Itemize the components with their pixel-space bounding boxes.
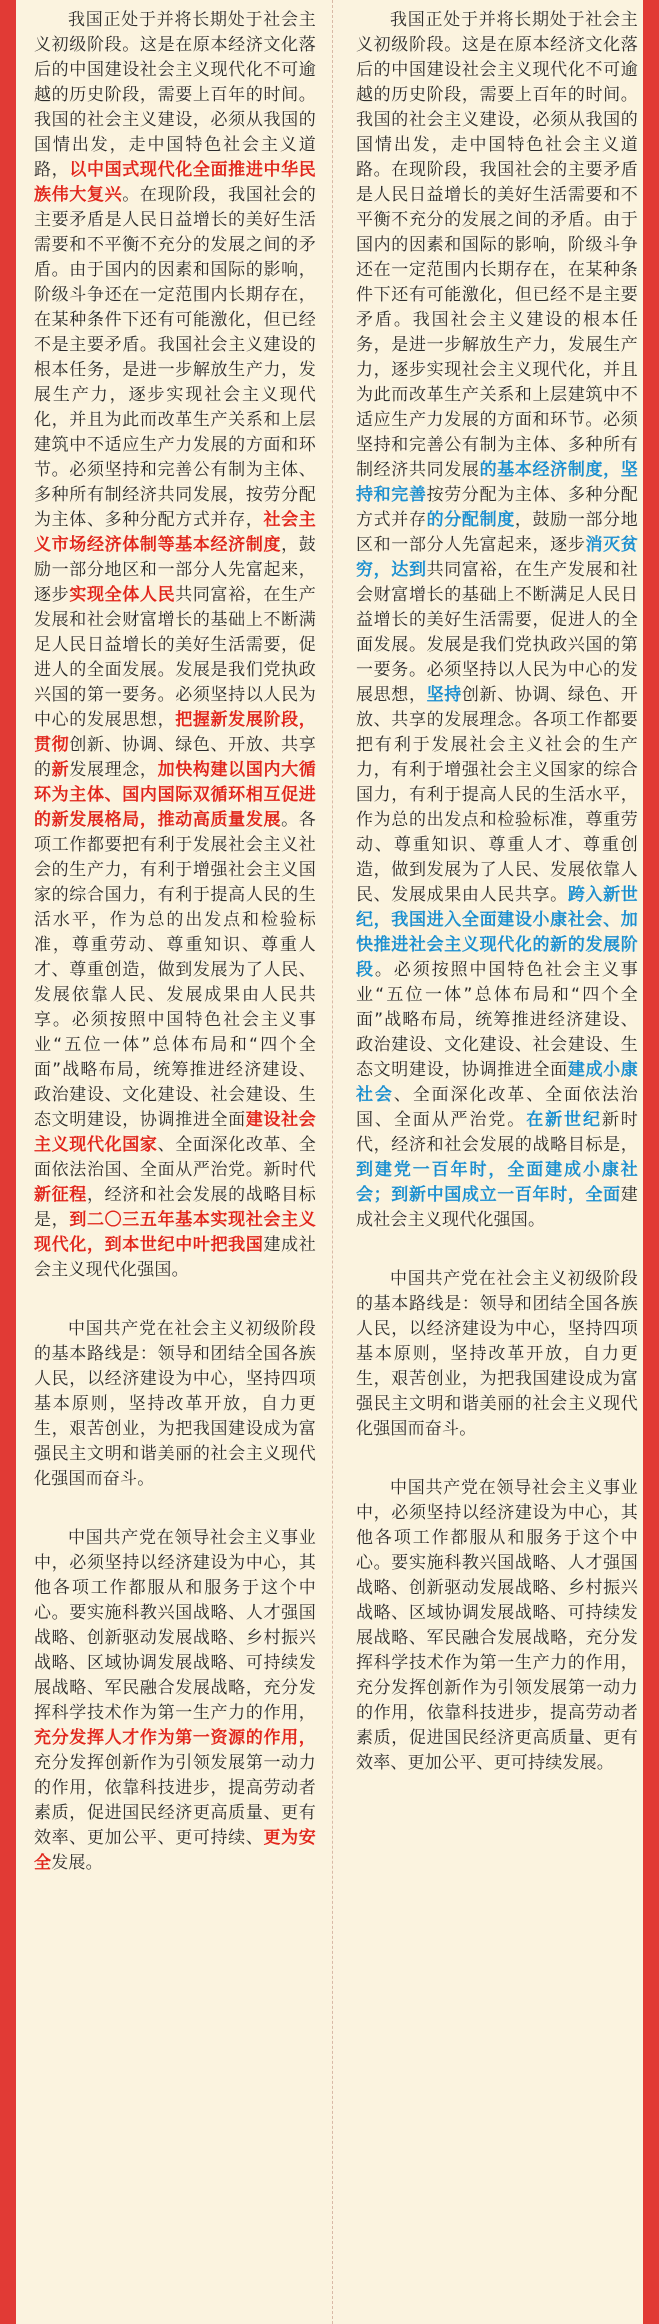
- text-run: 。各项工作都要把有利于发展社会主义社会的生产力，有利于增强社会主义国家的综合国力，有利于提高人民的生活水平，作为总的出发点和检验标准，尊重劳动、尊重知识、尊重人才、尊重创造，做到发展为了人民、发展依靠人民、发展成果由人民共享。必须按照中国特色社会主义事业“五位一体”总体布局和“四个全面”战略布局，统筹推进经济建设、政治建设、文化建设、社会建设、生态文明建设，协调推进全面: [34, 810, 316, 1130]
- text-run: 创新、协调、绿色、开放、共享的发展理念。各项工作都要把有利于发展社会主义社会的生产力，有利于增强社会主义国家的综合国力，有利于提高人民的生活水平，作为总的出发点和检验标准，尊重劳动、尊重知识、尊重人才、尊重创造，做到发展为了人民、发展依靠人民、发展成果由人民共享。: [356, 685, 638, 905]
- text-run: 充分发挥创新作为引领发展第一动力的作用，依靠科技进步，提高劳动者素质，促进国民经济更高质量、更有效率、更加公平、更可持续、: [34, 1753, 316, 1848]
- right-column-original-text: [356, 0, 638, 1810]
- left-section-2: [34, 1317, 316, 1492]
- text-run: 。在现阶段，我国社会的主要矛盾是人民日益增长的美好生活需要和不平衡不充分的发展之间的矛盾。由于国内的因素和国际的影响，阶级斗争还在一定范围内长期存在，在某种条件下还有可能激化，但已经不是主要矛盾。我国社会主义建设的根本任务，是进一步解放生产力，发展生产力，逐步实现社会主义现代化，并且为此而改革生产关系和上层建筑中不适应生产力发展的方面和环节。必须坚持和完善公有制为主体、多种所有制经济共同发展，按劳分配为主体、多种分配方式并存，: [34, 185, 316, 530]
- left-column-revised-text: [34, 0, 316, 1910]
- highlighted-text: 新: [51, 760, 70, 780]
- text-run: 。必须按照中国特色社会主义事业“五位一体”总体布局和“四个全面”战略布局，统筹推进经济建设、政治建设、文化建设、社会建设、生态文明建设，协调推进全面: [356, 960, 638, 1080]
- left-red-border: [0, 0, 16, 2324]
- right-section-3: [356, 1476, 638, 1776]
- right-paragraph-3: [356, 1476, 638, 1776]
- highlighted-text: 跨入新世纪，我国进入全面建设小康社会、加快推进社会主义现代化的新的发展阶段: [356, 885, 638, 980]
- highlighted-text: 的基本经济制度，坚持和完善: [356, 460, 638, 505]
- text-run: 发展。: [51, 1853, 103, 1873]
- text-run: 建成社会主义现代化强国。: [356, 1185, 638, 1230]
- text-run: 创新、协调、绿色、开放、共享的: [34, 735, 316, 780]
- text-run: 中国共产党在社会主义初级阶段的基本路线是：领导和团结全国各族人民，以经济建设为中心，坚持四项基本原则，坚持改革开放，自力更生，艰苦创业，为把我国建设成为富强民主文明和谐美丽的社会主义现代化强国而奋斗。: [34, 1319, 316, 1489]
- text-run: 共同富裕，在生产发展和社会财富增长的基础上不断满足人民日益增长的美好生活需要，促进人的全面发展。发展是我们党执政兴国的第一要务。必须坚持以人民为中心的发展思想，: [356, 560, 638, 705]
- left-section-3: [34, 1526, 316, 1876]
- text-run: 发展理念，: [69, 760, 158, 780]
- text-run: ，鼓励一部分地区和一部分人先富起来，逐步: [356, 510, 638, 555]
- highlighted-text: 把握新发展阶段，贯彻: [34, 710, 316, 755]
- right-section-1: [356, 0, 638, 1233]
- highlighted-text: 社会主义市场经济体制等基本经济制度: [34, 510, 316, 555]
- highlighted-text: 以中国式现代化全面推进中华民族伟大复兴: [34, 160, 316, 205]
- highlighted-text: 新征程: [34, 1185, 87, 1205]
- right-paragraph-2: [356, 1267, 638, 1442]
- left-paragraph-3: [34, 1526, 316, 1876]
- highlighted-text: 建成小康社会: [356, 1060, 638, 1105]
- text-run: 、全面深化改革、全面依法治国、全面从严治党。新时代: [34, 1135, 316, 1180]
- highlighted-text: 到建党一百年时，全面建成小康社会；到新中国成立一百年时，全面: [356, 1160, 638, 1205]
- text-run: 共同富裕，在生产发展和社会财富增长的基础上不断满足人民日益增长的美好生活需要，促进人的全面发展。发展是我们党执政兴国的第一要务。必须坚持以人民为中心的发展思想，: [34, 585, 316, 730]
- text-run: ，经济和社会发展的战略目标是，: [34, 1185, 316, 1230]
- highlighted-text: 更为安全: [34, 1828, 316, 1873]
- text-run: 中国共产党在领导社会主义事业中，必须坚持以经济建设为中心，其他各项工作都服从和服务于这个中心。要实施科教兴国战略、人才强国战略、创新驱动发展战略、乡村振兴战略、区域协调发展战略、可持续发展战略、军民融合发展战略，充分发挥科学技术作为第一生产力的作用，充分发挥创新作为引领发展第一动力的作用，依靠科技进步，提高劳动者素质，促进国民经济更高质量、更有效率、更加公平、更可持续发展。: [356, 1478, 638, 1773]
- text-run: 建成社会主义现代化强国。: [34, 1235, 316, 1280]
- highlighted-text: 实现全体人民: [69, 585, 176, 605]
- highlighted-text: 加快构建以国内大循环为主体、国内国际双循环相互促进的新发展格局，推动高质量发展: [34, 760, 316, 830]
- text-run: 我国正处于并将长期处于社会主义初级阶段。这是在原本经济文化落后的中国建设社会主义现代化不可逾越的历史阶段，需要上百年的时间。我国的社会主义建设，必须从我国的国情出发，走中国特色社会主义道路。在现阶段，我国社会的主要矛盾是人民日益增长的美好生活需要和不平衡不充分的发展之间的矛盾。由于国内的因素和国际的影响，阶级斗争还在一定范围内长期存在，在某种条件下还有可能激化，但已经不是主要矛盾。我国社会主义建设的根本任务，是进一步解放生产力，发展生产力，逐步实现社会主义现代化，并且为此而改革生产关系和上层建筑中不适应生产力发展的方面和环节。必须坚持和完善公有制为主体、多种所有制经济共同发展: [356, 10, 638, 480]
- right-paragraph-1: [356, 8, 638, 1233]
- text-run: 中国共产党在社会主义初级阶段的基本路线是：领导和团结全国各族人民，以经济建设为中心，坚持四项基本原则，坚持改革开放，自力更生，艰苦创业，为把我国建设成为富强民主文明和谐美丽的社会主义现代化强国而奋斗。: [356, 1269, 638, 1439]
- highlighted-text: 消灭贫穷，达到: [356, 535, 638, 580]
- left-paragraph-1: [34, 8, 316, 1283]
- highlighted-text: 充分发挥人才作为第一资源的作用，: [34, 1728, 316, 1748]
- text-run: 新时代，经济和社会发展的战略目标是，: [356, 1110, 638, 1155]
- column-divider: [332, 0, 333, 2324]
- text-run: 、全面深化改革、全面依法治国、全面从严治党。: [356, 1085, 638, 1130]
- right-red-border: [643, 0, 659, 2324]
- text-run: ，鼓励一部分地区和一部分人先富起来，逐步: [34, 535, 316, 605]
- highlighted-text: 到二〇三五年基本实现社会主义现代化，到本世纪中叶把我国: [34, 1210, 316, 1255]
- highlighted-text: 坚持: [426, 685, 462, 705]
- right-section-2: [356, 1267, 638, 1442]
- left-paragraph-2: [34, 1317, 316, 1492]
- text-run: 中国共产党在领导社会主义事业中，必须坚持以经济建设为中心，其他各项工作都服从和服务于这个中心。要实施科教兴国战略、人才强国战略、创新驱动发展战略、乡村振兴战略、区域协调发展战略、可持续发展战略、军民融合发展战略，充分发挥科学技术作为第一生产力的作用，: [34, 1528, 316, 1723]
- left-section-1: [34, 0, 316, 1283]
- highlighted-text: 的分配制度: [426, 510, 515, 530]
- highlighted-text: 建设社会主义现代化国家: [34, 1110, 316, 1155]
- highlighted-text: 在新世纪: [526, 1110, 602, 1130]
- text-run: 我国正处于并将长期处于社会主义初级阶段。这是在原本经济文化落后的中国建设社会主义现代化不可逾越的历史阶段，需要上百年的时间。我国的社会主义建设，必须从我国的国情出发，走中国特色社会主义道路，: [34, 10, 316, 180]
- text-run: 按劳分配为主体、多种分配方式并存: [356, 485, 638, 530]
